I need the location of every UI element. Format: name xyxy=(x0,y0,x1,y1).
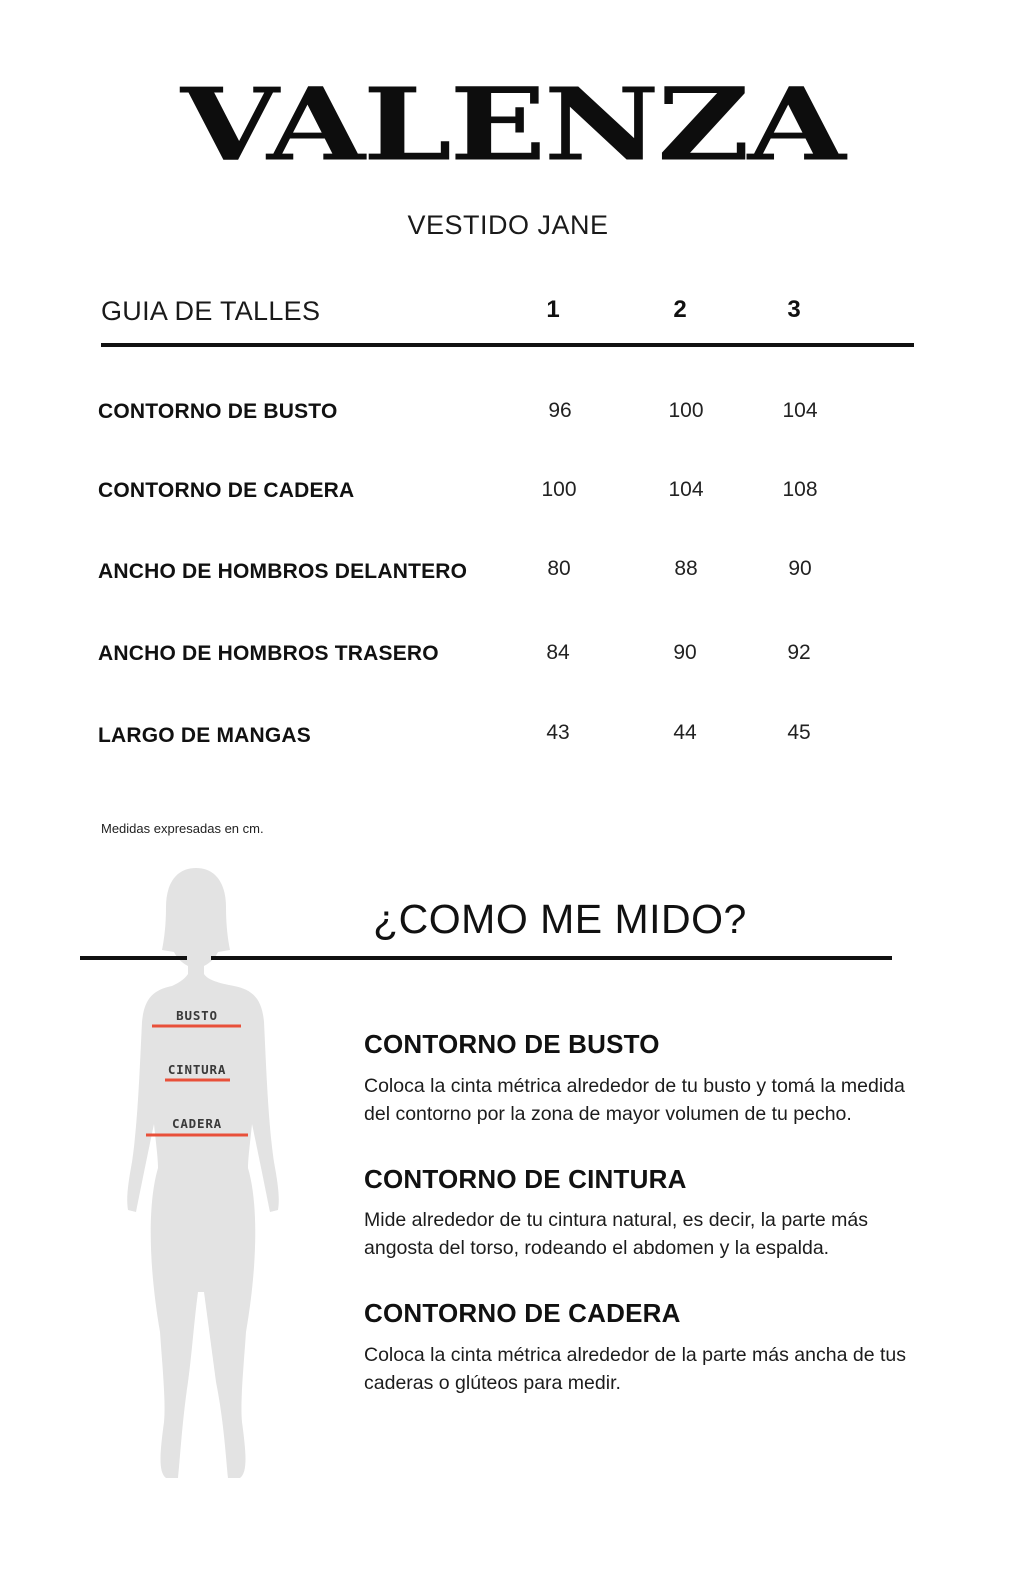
table-cell: 80 xyxy=(547,557,571,580)
size-header-2: 2 xyxy=(673,296,687,323)
row-label: ANCHO DE HOMBROS TRASERO xyxy=(98,642,439,665)
cintura-label: CINTURA xyxy=(167,1062,227,1077)
table-cell: 90 xyxy=(673,641,697,664)
size-header-3: 3 xyxy=(787,296,801,323)
busto-label: BUSTO xyxy=(176,1008,218,1023)
body-line: Coloca la cinta métrica alrededor de la parte más ancha de tus xyxy=(364,1344,906,1366)
table-cell: 104 xyxy=(782,399,818,422)
table-cell: 43 xyxy=(546,721,570,744)
section-body xyxy=(364,1206,954,1262)
row-label: ANCHO DE HOMBROS DELANTERO xyxy=(98,560,468,583)
section-body xyxy=(364,1341,954,1397)
cadera-label: CADERA xyxy=(172,1116,222,1131)
row-label: LARGO DE MANGAS xyxy=(98,724,311,747)
table-cell: 100 xyxy=(541,478,577,501)
section-body xyxy=(364,1072,954,1128)
table-cell: 44 xyxy=(673,721,697,744)
section-heading: CONTORNO DE BUSTO xyxy=(364,1029,660,1059)
body-line: Mide alrededor de tu cintura natural, es decir, la parte más xyxy=(364,1209,869,1231)
section-heading: CONTORNO DE CINTURA xyxy=(364,1164,687,1194)
table-cell: 45 xyxy=(787,721,811,744)
body-line: angosta del torso, rodeando el abdomen y la espalda. xyxy=(364,1237,830,1259)
size-header-1: 1 xyxy=(546,296,560,323)
measurement-footnote: Medidas expresadas en cm. xyxy=(101,821,264,836)
row-label: CONTORNO DE BUSTO xyxy=(98,400,338,423)
header-divider xyxy=(101,343,914,347)
table-cell: 90 xyxy=(788,557,812,580)
product-title: VESTIDO JANE xyxy=(407,210,609,240)
size-guide-title: GUIA DE TALLES xyxy=(101,296,321,326)
table-cell: 84 xyxy=(546,641,570,664)
table-cell: 100 xyxy=(668,399,704,422)
brand-logo: VALENZA xyxy=(180,65,844,184)
table-cell: 104 xyxy=(668,478,704,501)
table-cell: 96 xyxy=(548,399,572,422)
body-line: del contorno por la zona de mayor volumen de tu pecho. xyxy=(364,1103,852,1125)
section-heading: CONTORNO DE CADERA xyxy=(364,1298,681,1328)
section-divider-right xyxy=(211,956,892,960)
table-cell: 92 xyxy=(787,641,811,664)
row-label: CONTORNO DE CADERA xyxy=(98,479,355,502)
table-cell: 108 xyxy=(782,478,818,501)
how-to-measure-title: ¿COMO ME MIDO? xyxy=(373,896,747,942)
table-cell: 88 xyxy=(674,557,698,580)
section-divider-left xyxy=(80,956,187,960)
body-line: caderas o glúteos para medir. xyxy=(364,1372,621,1394)
body-line: Coloca la cinta métrica alrededor de tu busto y tomá la medida xyxy=(364,1075,905,1097)
